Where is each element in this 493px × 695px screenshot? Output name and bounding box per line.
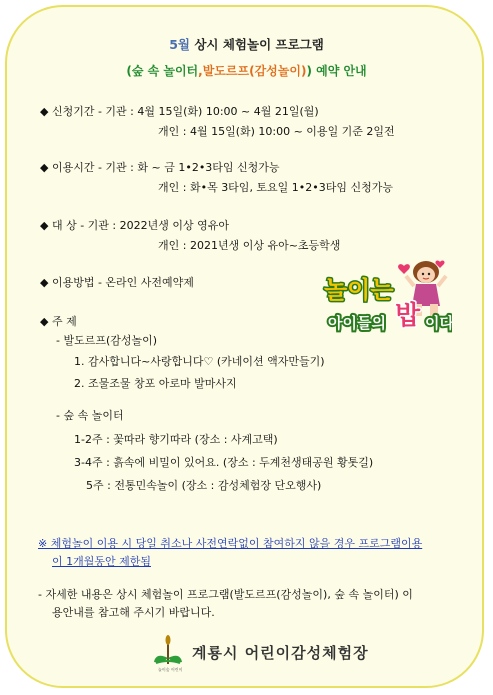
- waldorf-item-2: 2. 조물조물 창포 아로마 발마사지: [74, 377, 237, 390]
- subtitle-open: (: [126, 64, 132, 78]
- page-title: [0, 35, 493, 53]
- page-subtitle: [0, 62, 493, 79]
- subtitle-forest: 숲 속 놀이터: [131, 64, 199, 78]
- sprout-logo-icon: [150, 632, 190, 672]
- usage-time-head: ◆ 이용시간 - 기관 : 화 ~ 금 1•2•3타임 신청가능: [40, 161, 280, 174]
- forest-item-2: 3-4주 : 흙속에 비밀이 있어요. (장소 : 두계천생태공원 황톳길): [74, 456, 374, 469]
- title-month: 5월: [169, 37, 190, 52]
- theme-head: ◆ 주 제: [40, 315, 77, 328]
- usage-time-individual: 개인 : 화•목 3타임, 토요일 1•2•3타임 신청가능: [158, 181, 394, 194]
- waldorf-item-1: 1. 감사합니다~사랑합니다♡ (카네이션 액자만들기): [74, 355, 325, 368]
- play-is-food-logo: [322, 258, 452, 340]
- info-line-2: 용안내를 참고해 주시기 바랍니다.: [52, 606, 215, 619]
- org-name: 계룡시 어린이감성체험장: [192, 644, 369, 662]
- subtitle-close: ) 예약 안내: [306, 64, 367, 78]
- heart-icon: [398, 264, 410, 274]
- apply-period-head: ◆ 신청기간 - 기관 : 4월 15일(화) 10:00 ~ 4월 21일(월): [40, 105, 319, 118]
- logo-word-is: 이다: [425, 314, 452, 332]
- logo-word-children: 아이들의: [328, 314, 386, 332]
- usage-method: ◆ 이용방법 - 온라인 사전예약제: [40, 276, 194, 289]
- target-head: ◆ 대 상 - 기관 : 2022년생 이상 영유아: [40, 219, 229, 232]
- waldorf-head: - 발도르프(감성놀이): [56, 334, 158, 347]
- target-individual: 개인 : 2021년생 이상 유아~초등학생: [158, 239, 341, 252]
- logo-graphic: [322, 258, 452, 340]
- logo-word-play: 놀이는: [324, 276, 394, 304]
- cancellation-notice-line-2: 이 1개월동안 제한됨: [52, 555, 151, 568]
- forest-item-3: 5주 : 전통민속놀이 (장소 : 감성체험장 단오행사): [86, 479, 322, 492]
- logo-word-food: 밥: [395, 301, 421, 331]
- forest-item-1: 1-2주 : 꽃따라 향기따라 (장소 : 사계고택): [74, 433, 278, 446]
- forest-head: - 숲 속 놀이터: [56, 409, 124, 422]
- footer-small-text: 놀이숲 어린이: [158, 667, 183, 672]
- info-line-1: - 자세한 내용은 상시 체험놀이 프로그램(발도르프(감성놀이), 숲 속 놀이터) 이: [38, 588, 413, 601]
- subtitle-waldorf: 발도르프(감성놀이): [202, 64, 307, 78]
- subtitle-comma: ,: [198, 64, 203, 78]
- cancellation-notice-line-1: ※ 체험놀이 이용 시 당일 취소나 사전연락없이 참여하지 않을 경우 프로그램이용: [38, 537, 423, 550]
- title-rest: 상시 체험놀이 프로그램: [189, 37, 324, 52]
- apply-period-individual: 개인 : 4월 15일(화) 10:00 ~ 이용일 기준 2일전: [158, 125, 395, 138]
- footer: [150, 632, 380, 672]
